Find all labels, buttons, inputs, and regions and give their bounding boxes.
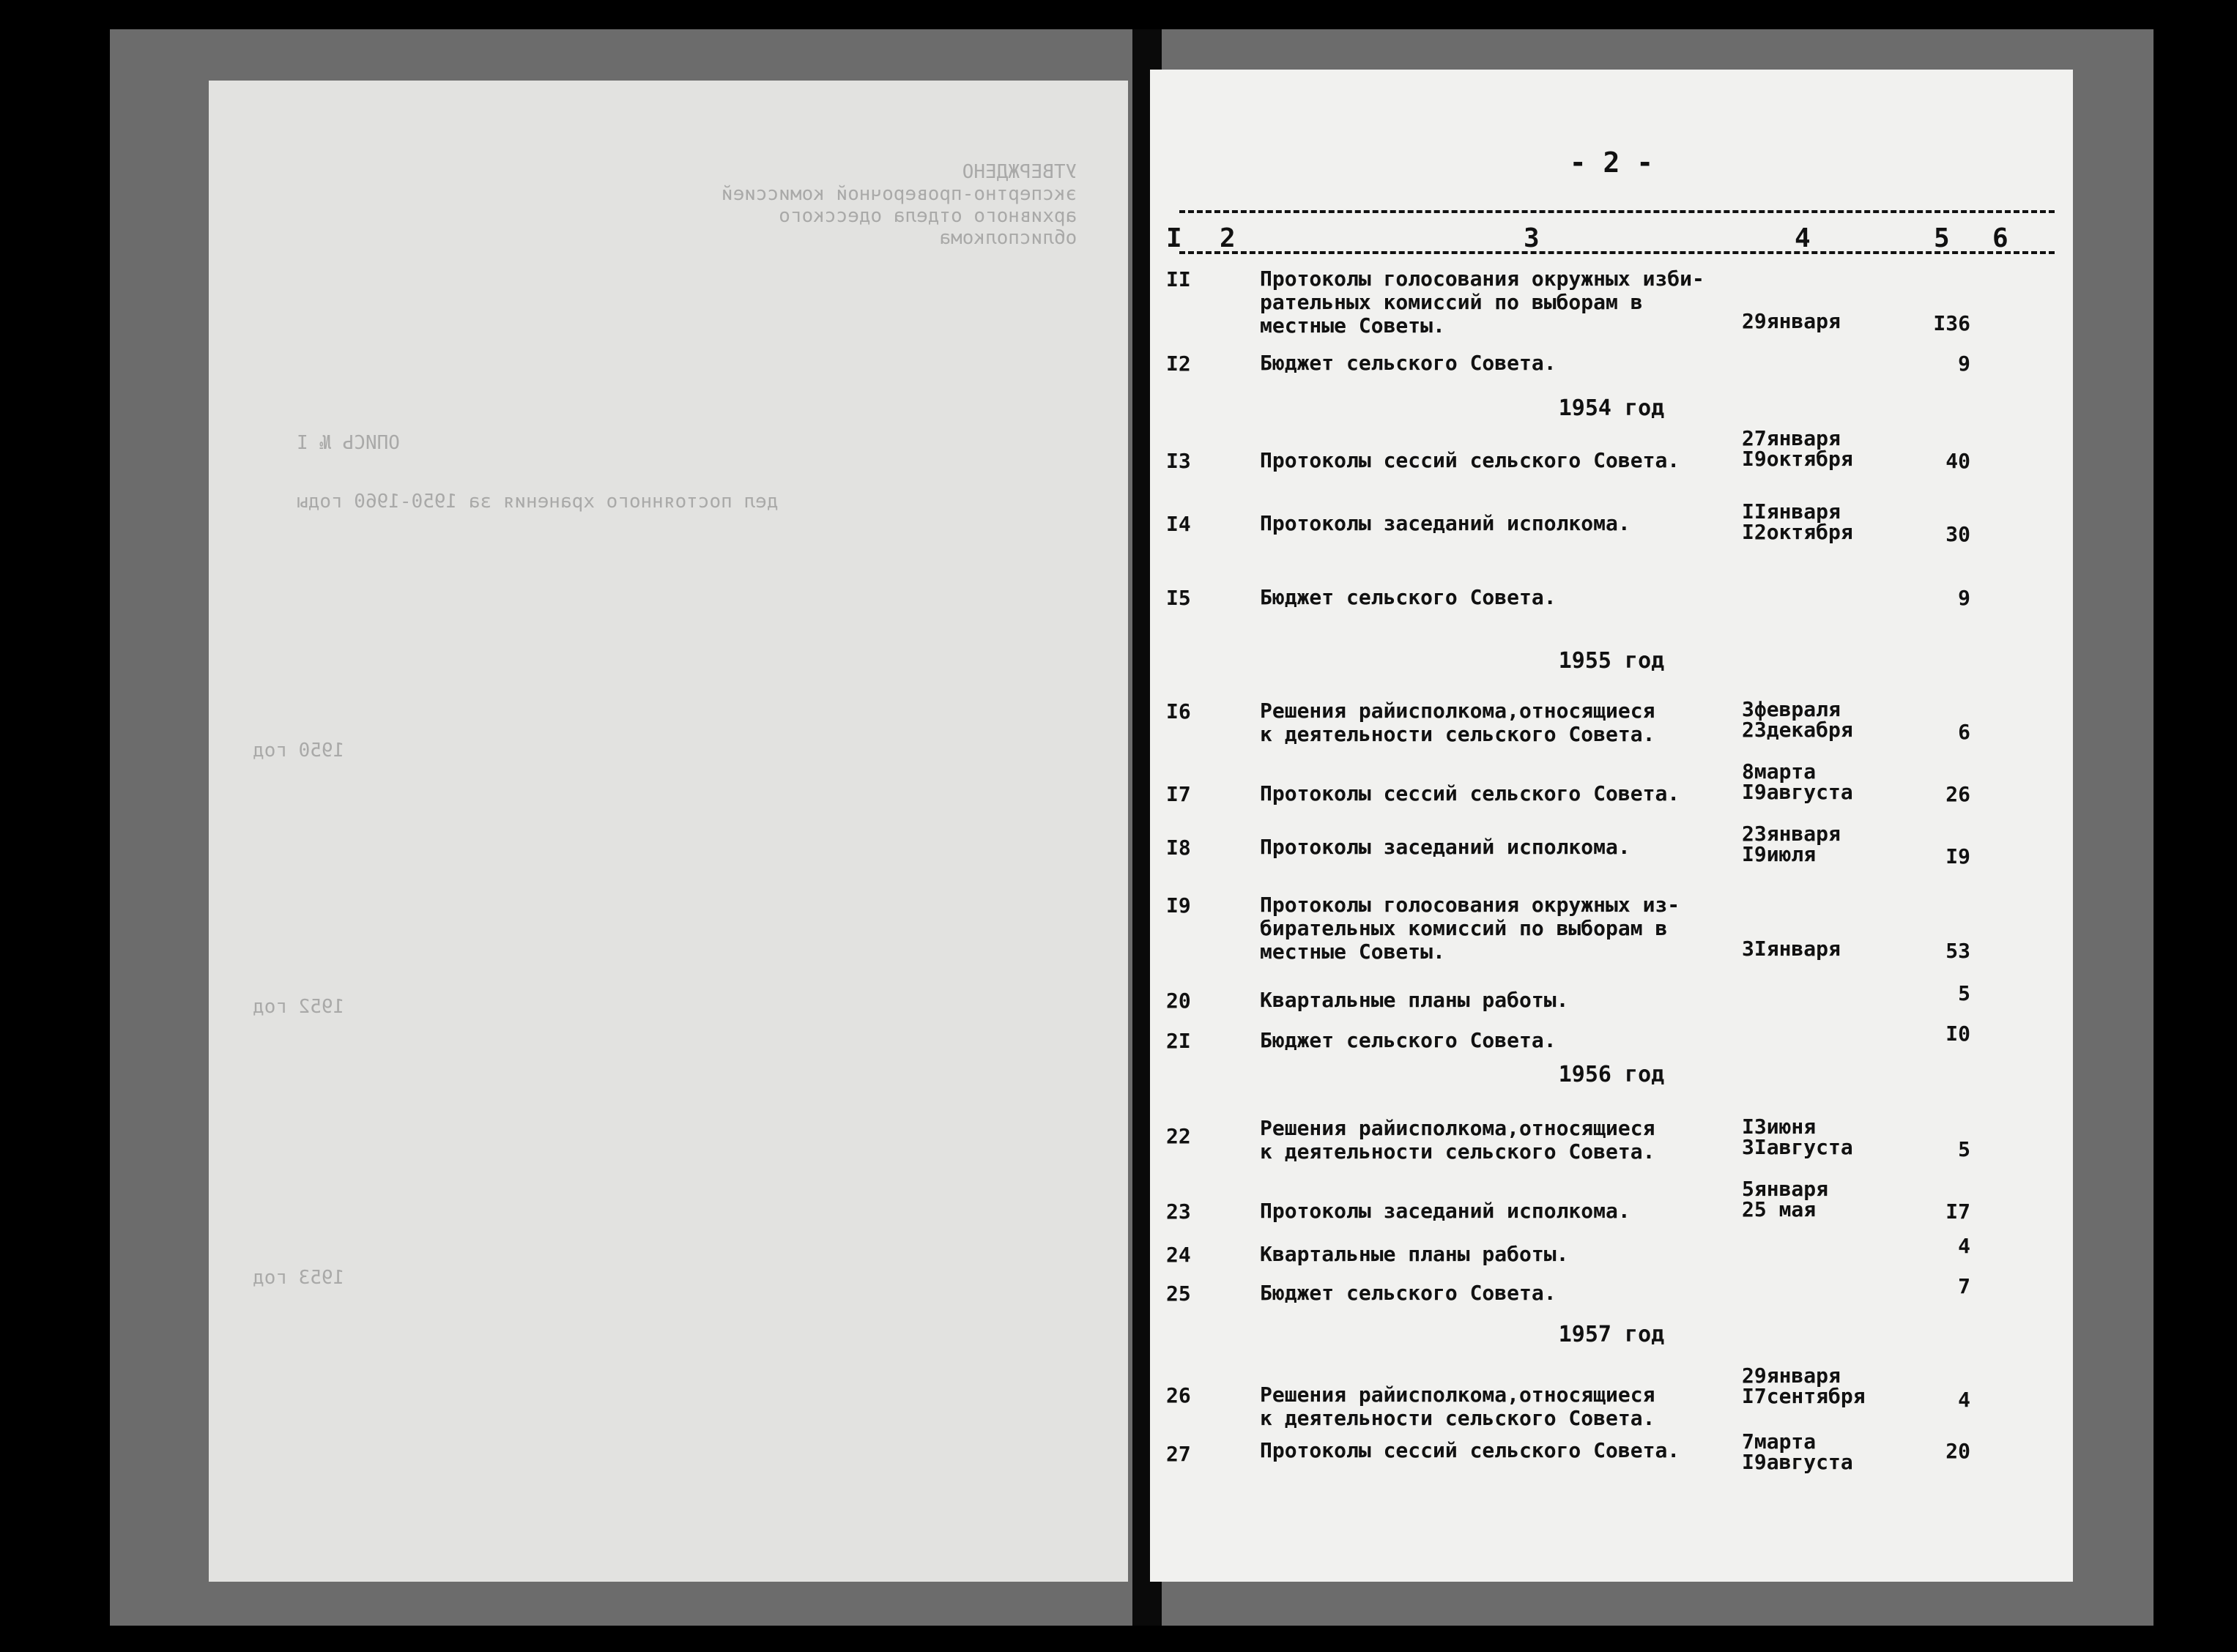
- ghost-text-block: ОПИСЬ № I: [297, 432, 400, 454]
- right-page: - 2 - I 2 3 4 5 6 II Протоколы голосования окружных изби- рательных комиссий по выборам в местные Советы. 29января I36 I2 Бюджет сельского Совета. 9 1954 год I3 Протоколы сессий сельского Совета. 27января I9октября 40 I4 Протоколы заседаний исполкома. IIянваря I2октября 30 I5 Бюджет сельского Совета. 9 1955 год I6 Решения райисполкома,относящиеся к деятельности сельского Совета. 3февраля 23декабря 6 I7 Протоколы сессий сельского Совета. 8марта I9августа 26 I8 Протоколы заседаний исполкома. 23января I9июля I9 I9 Протоколы голосования окружных из- бирательных комиссий по выборам в местные Советы. 3Iянваря 53 20 Квартальные планы работы. 5 2I Бюджет сельского Совета. I0 1956 год 22 Решения райисполкома,относящиеся к деятельности сельского Совета. I3июня 3Iавгуста 5 23 Протоколы заседаний исполкома. 5января 25 мая I7 24 Квартальные планы работы. 4 25 Бюджет сельского Совета. 7 1957 год 26 Решения райисполкома,относящиеся к деятельности сельского Совета. 29января I7сентября 4 27 Протоколы сессий сельского Совета. 7марта I9августа 20: [1150, 70, 2073, 1582]
- column-header: 5: [1934, 223, 1950, 253]
- year-heading: 1956 год: [1558, 1062, 1665, 1087]
- year-heading: 1957 год: [1558, 1322, 1665, 1347]
- column-header: 2: [1220, 223, 1236, 253]
- page-number: - 2 -: [1569, 146, 1654, 179]
- left-page: [209, 81, 1128, 1582]
- column-header: 3: [1524, 223, 1540, 253]
- year-heading: 1955 год: [1558, 648, 1665, 674]
- header-rule-top: [1179, 210, 2055, 213]
- column-header: 4: [1795, 223, 1811, 253]
- ghost-text-block: 1950 год: [253, 740, 345, 762]
- ghost-text-block: УТВЕРЖДЕНО экспертно-проверочной комиссией архивного отдела одесского облисполкома: [721, 161, 1077, 249]
- header-rule-bottom: [1179, 251, 2055, 254]
- ghost-text-block: дел постоянного хранения за 1950-1960 годы: [297, 491, 779, 513]
- year-heading: 1954 год: [1558, 395, 1665, 421]
- column-header: I: [1166, 223, 1182, 253]
- ghost-text-block: 1953 год: [253, 1267, 345, 1289]
- column-header: 6: [1992, 223, 2008, 253]
- ghost-text-block: 1952 год: [253, 996, 345, 1018]
